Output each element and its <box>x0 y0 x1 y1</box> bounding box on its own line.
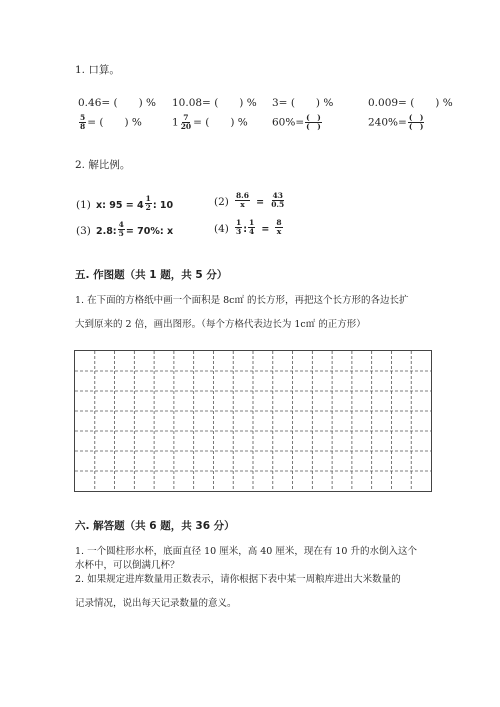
section-6-q1-line-2: 水杯中，可以倒满几杯？ <box>75 560 180 571</box>
section-5-line-2: 大到原来的 2 倍，画出图形。（每个方格代表边长为 1c㎡ 的正方形） <box>75 319 366 330</box>
proportion-3: (3) 2.8: $\frac{4}{5}$ = 70%: x <box>76 220 174 238</box>
calc-item-fraction: $\frac{5}{8}$ = ( ) % <box>80 113 142 131</box>
question-1-label: 1. 口算。 <box>75 64 120 76</box>
calc-item: 10.08= ( ) % <box>172 97 257 109</box>
section-5-line-1: 1. 在下面的方格纸中画一个面积是 8c㎡ 的长方形，再把这个长方形的各边长扩 <box>75 295 409 306</box>
grid-lines <box>75 351 431 491</box>
calc-item-percent: 60%= $\frac{( )}{( )}$ <box>272 113 321 131</box>
section-5-title: 五. 作图题（共 1 题，共 5 分） <box>75 269 228 281</box>
fraction: $\frac{1}{2}$ <box>145 194 151 212</box>
section-6-q2-line-2: 记录情况，说出每天记录数量的意义。 <box>75 598 237 609</box>
calc-item-mixed: 1 $\frac{7}{20}$ = ( ) % <box>172 113 248 131</box>
fraction: $\frac{43}{0.5}$ <box>271 191 285 209</box>
fraction: $\frac{1}{4}$ <box>249 218 255 236</box>
question-2-label: 2. 解比例。 <box>75 159 131 171</box>
proportion-2: (2) $\frac{8.6}{x}$ = $\frac{43}{0.5}$ <box>214 191 285 209</box>
fraction: $\frac{7}{20}$ <box>180 113 192 131</box>
fraction: $\frac{5}{8}$ <box>80 113 86 131</box>
section-6-q1-line-1: 1. 一个圆柱形水杯，底面直径 10 厘米，高 40 厘米，现在有 10 升的水倒入这个 <box>75 546 417 557</box>
square-grid[interactable] <box>74 350 432 492</box>
fraction: $\frac{8.6}{x}$ <box>235 191 250 209</box>
section-6-q2-line-1: 2. 如果规定进库数量用正数表示，请你根据下表中某一周粮库进出大米数量的 <box>75 574 401 585</box>
fraction: $\frac{8}{x}$ <box>276 218 282 236</box>
calc-item: 0.46= ( ) % <box>78 97 157 109</box>
fraction: $\frac{4}{5}$ <box>118 220 124 238</box>
calc-item-percent: 240%= $\frac{( )}{( )}$ <box>368 113 424 131</box>
section-6-title: 六. 解答题（共 6 题，共 36 分） <box>75 520 235 532</box>
proportion-4: (4) $\frac{1}{3}$ : $\frac{1}{4}$ = $\frac{8}{x}$ <box>214 218 282 236</box>
calc-item: 3= ( ) % <box>272 97 334 109</box>
fraction-blank: $\frac{( )}{( )}$ <box>408 113 424 131</box>
proportion-1: (1) x: 95 = 4 $\frac{1}{2}$ : 10 <box>76 194 174 212</box>
fraction: $\frac{1}{3}$ <box>235 218 242 236</box>
fraction-blank: $\frac{( )}{( )}$ <box>306 113 321 131</box>
calc-item: 0.009= ( ) % <box>368 97 453 109</box>
